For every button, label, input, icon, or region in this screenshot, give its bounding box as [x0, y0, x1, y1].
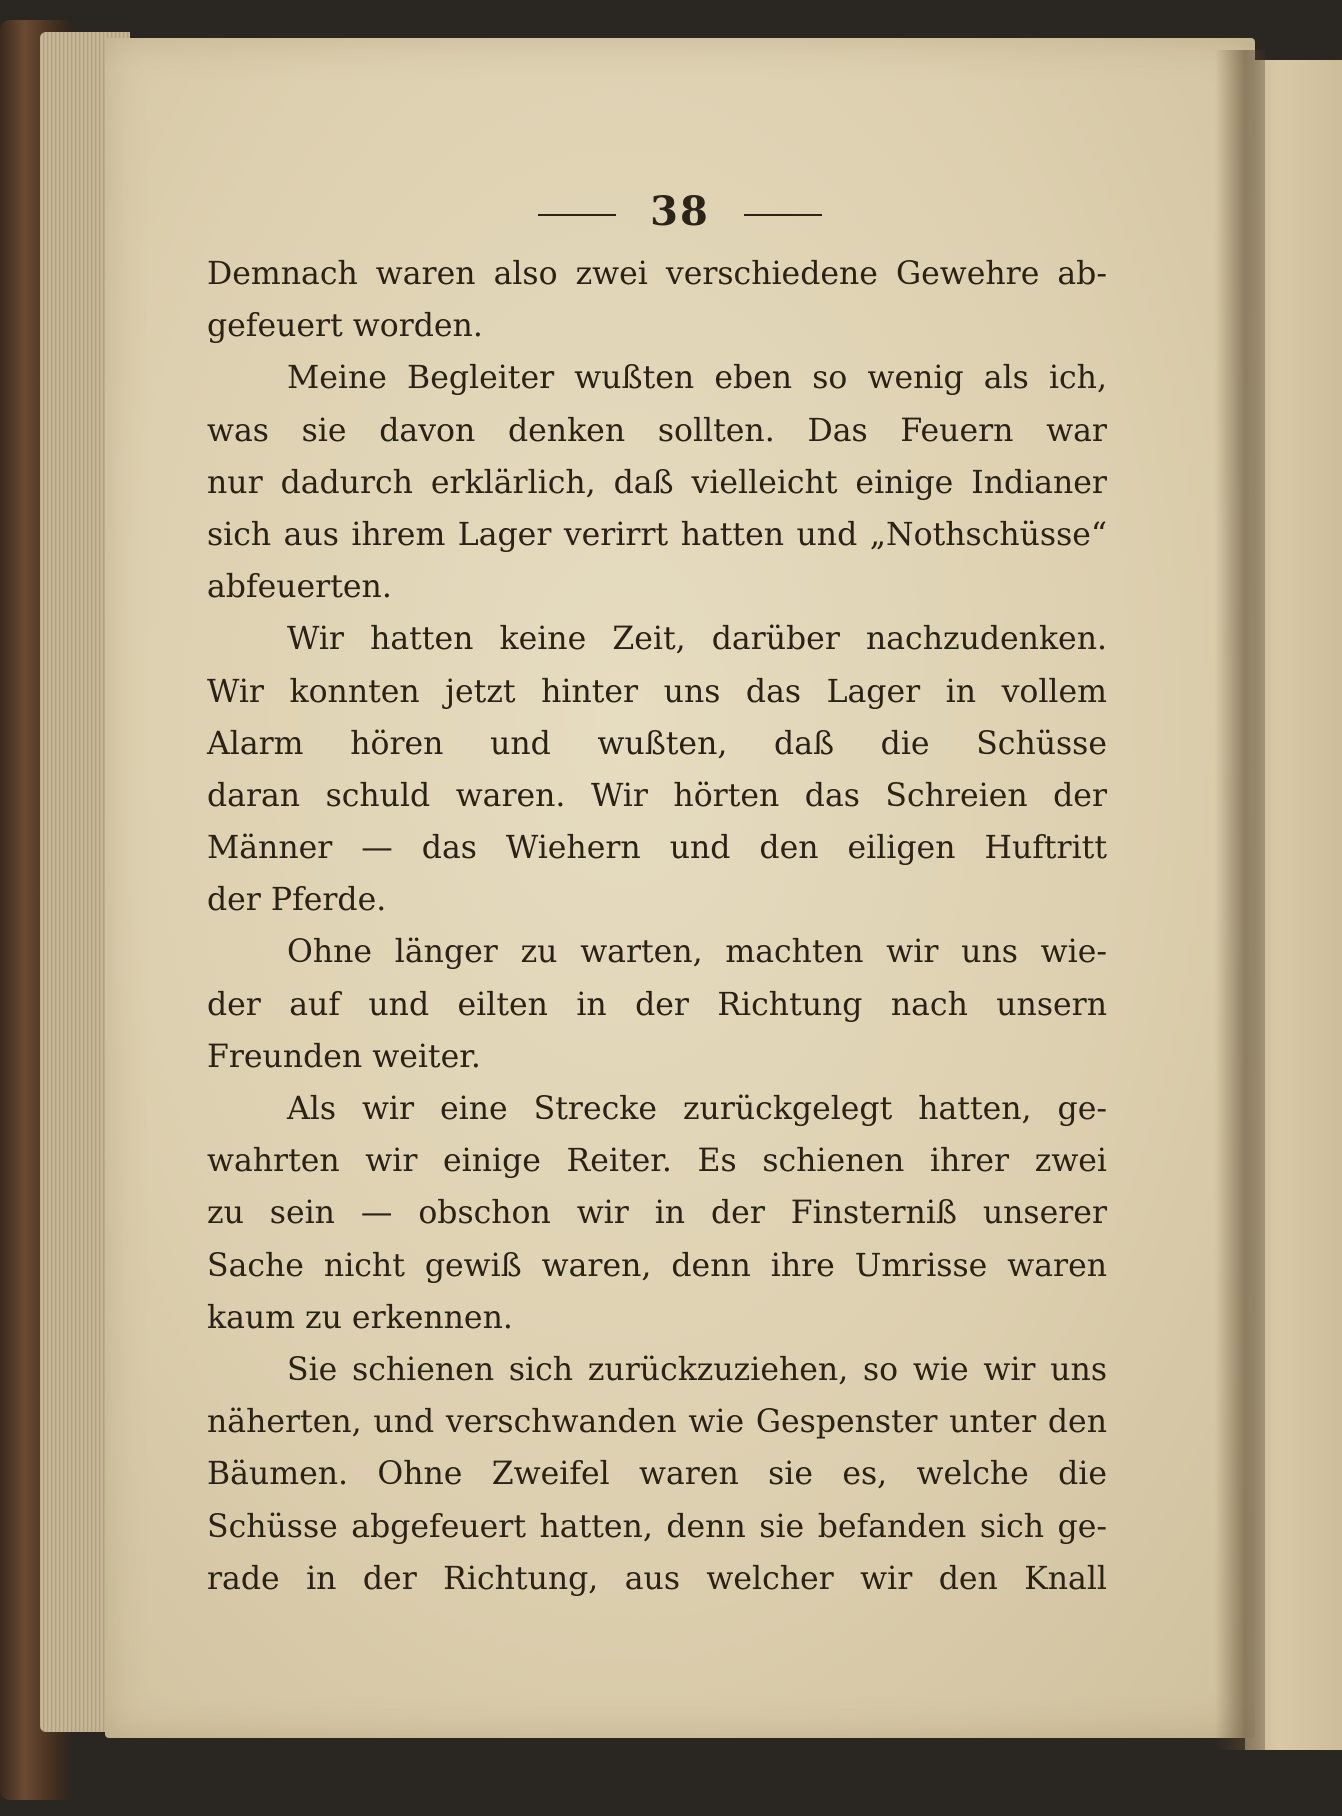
text-line: nur dadurch erklärlich, daß vielleicht einige Indianer [207, 464, 1107, 501]
text-line: Ohne länger zu warten, machten wir uns wie- [287, 934, 1107, 971]
text-line: rade in der Richtung, aus welcher wir den Knall [207, 1560, 1107, 1597]
page-number-header [105, 188, 1255, 235]
text-line: Bäumen. Ohne Zweifel waren sie es, welche die [207, 1456, 1107, 1493]
text-line: kaum zu erkennen. [207, 1299, 513, 1336]
text-line: zu sein — obschon wir in der Finsterniß unserer [207, 1195, 1107, 1232]
text-line: näherten, und verschwanden wie Gespenster unter den [207, 1404, 1107, 1441]
header-rule-right [744, 214, 822, 216]
text-line: sich aus ihrem Lager verirrt hatten und „Nothschüsse“ [207, 516, 1107, 553]
text-line: Wir hatten keine Zeit, darüber nachzudenken. [287, 621, 1107, 658]
text-line: Sache nicht gewiß waren, denn ihre Umrisse waren [207, 1247, 1107, 1284]
text-line: Männer — das Wiehern und den eiligen Huftritt [207, 830, 1107, 867]
text-line: daran schuld waren. Wir hörten das Schreien der [207, 777, 1107, 814]
text-line: Freunden weiter. [207, 1038, 481, 1075]
text-line: Als wir eine Strecke zurückgelegt hatten, ge- [287, 1091, 1107, 1127]
text-line: Schüsse abgefeuert hatten, denn sie befanden sich ge- [207, 1508, 1107, 1545]
text-line: Meine Begleiter wußten eben so wenig als ich, [287, 360, 1107, 397]
text-line: Demnach waren also zwei verschiedene Gewehre ab- [207, 256, 1107, 292]
text-line: der Pferde. [207, 882, 387, 919]
text-line: der auf und eilten in der Richtung nach unsern [207, 986, 1107, 1023]
text-line: wahrten wir einige Reiter. Es schienen ihrer zwei [207, 1143, 1107, 1180]
header-rule-left [538, 214, 616, 216]
text-line: Sie schienen sich zurückzuziehen, so wie wir uns [287, 1351, 1107, 1388]
gutter-shadow [1215, 50, 1265, 1750]
page-body-text [207, 248, 1107, 1605]
text-line: was sie davon denken sollten. Das Feuern war [207, 412, 1107, 449]
text-line: Wir konnten jetzt hinter uns das Lager in vollem [207, 673, 1107, 710]
page-number: 38 [650, 188, 710, 235]
text-line: abfeuerten. [207, 569, 392, 606]
text-line: Alarm hören und wußten, daß die Schüsse [207, 725, 1107, 762]
text-line: gefeuert worden. [207, 308, 483, 345]
